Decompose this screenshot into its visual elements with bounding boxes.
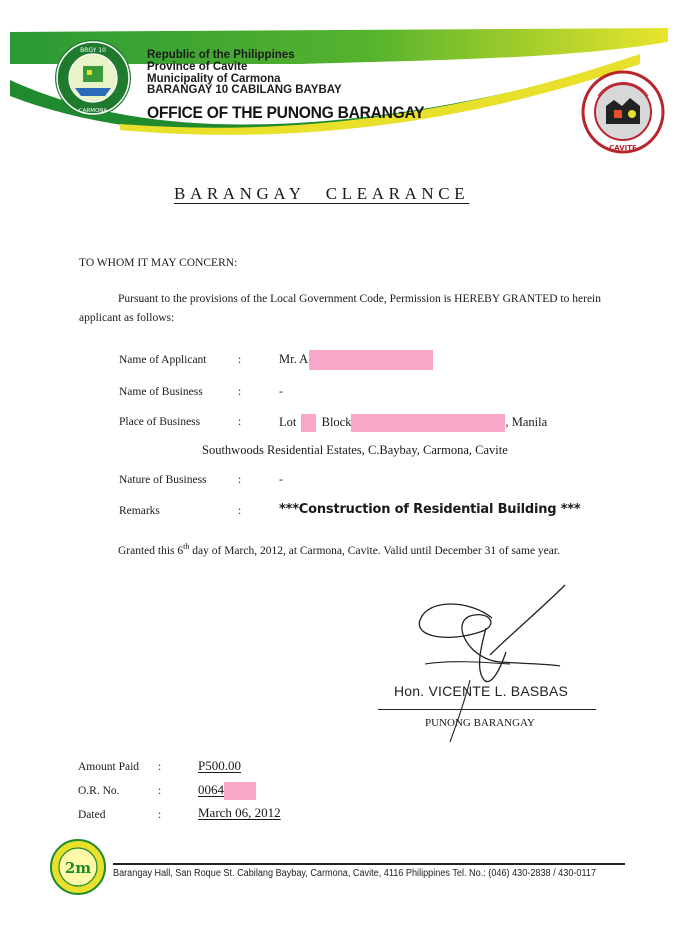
salutation: TO WHOM IT MAY CONCERN: (79, 257, 238, 269)
granted-suffix: day of March, 2012, at Carmona, Cavite. Valid until December 31 of same year. (189, 544, 560, 557)
business-label: Name of Business (119, 386, 203, 398)
amount-value: P500.00 (198, 758, 241, 773)
remarks-label: Remarks (119, 505, 160, 517)
place-block: Block (321, 415, 352, 429)
dated-label: Dated (78, 809, 106, 821)
header-office: OFFICE OF THE PUNONG BARANGAY (147, 103, 425, 122)
redacted-applicant-name (309, 350, 433, 370)
svg-text:2m: 2m (64, 859, 92, 877)
header-province: Province of Cavite (147, 60, 248, 73)
barangay-seal-icon (53, 38, 133, 118)
business-colon: : (238, 386, 242, 398)
signatory-name: Hon. VICENTE L. BASBAS (394, 683, 569, 699)
footer-logo-icon (49, 838, 107, 896)
place-line2: Southwoods Residential Estates, C.Baybay, Carmona, Cavite (202, 443, 508, 457)
granted-prefix: Granted this 6 (118, 544, 184, 557)
remarks-value: ***Construction of Residential Building *** (279, 502, 581, 517)
intro-paragraph: Pursuant to the provisions of the Local Government Code, Permission is HEREBY GRANTED to herein applicant as follows: (79, 293, 601, 324)
granted-sup: th (183, 542, 190, 551)
or-value: 0064 (198, 782, 224, 797)
redacted-block (351, 414, 505, 432)
remarks-colon: : (238, 505, 242, 517)
nature-label: Nature of Business (119, 474, 207, 486)
nature-colon: : (238, 474, 242, 486)
dated-colon: : (158, 809, 162, 821)
signatory-position: PUNONG BARANGAY (425, 717, 535, 729)
footer-address: Barangay Hall, San Roque St. Cabilang Baybay, Carmona, Cavite, 4116 Philippines Tel. No.: (046) 430-2838 / 430-0117 (113, 868, 597, 879)
header-republic: Republic of the Philippines (147, 49, 295, 61)
applicant-label: Name of Applicant (119, 354, 207, 366)
header-barangay: BARANGAY 10 CABILANG BAYBAY (147, 84, 342, 97)
or-colon: : (158, 785, 162, 797)
amount-label: Amount Paid (78, 761, 140, 773)
place-colon: : (238, 416, 242, 428)
or-label: O.R. No. (78, 785, 120, 797)
place-lot: Lot (279, 415, 297, 429)
amount-colon: : (158, 761, 162, 773)
place-label: Place of Business (119, 416, 201, 428)
applicant-value: Mr. A (279, 352, 309, 366)
svg-text:CARMONA: CARMONA (78, 108, 108, 114)
business-value: - (279, 386, 283, 398)
document-title: BARANGAY CLEARANCE (174, 184, 470, 203)
footer-rule (113, 863, 625, 865)
place-city: , Manila (505, 415, 548, 429)
nature-value: - (279, 474, 283, 486)
header-municipality: Municipality of Carmona (147, 72, 281, 85)
dated-value: March 06, 2012 (198, 805, 281, 820)
municipality-seal-icon (578, 70, 668, 154)
svg-text:CAVITE: CAVITE (609, 144, 637, 152)
redacted-lot (301, 414, 316, 432)
granted-paragraph (79, 537, 601, 561)
signature-line (378, 709, 596, 710)
svg-text:BRGY 10: BRGY 10 (80, 47, 106, 54)
redacted-or-number (224, 782, 256, 800)
applicant-colon: : (238, 354, 242, 366)
